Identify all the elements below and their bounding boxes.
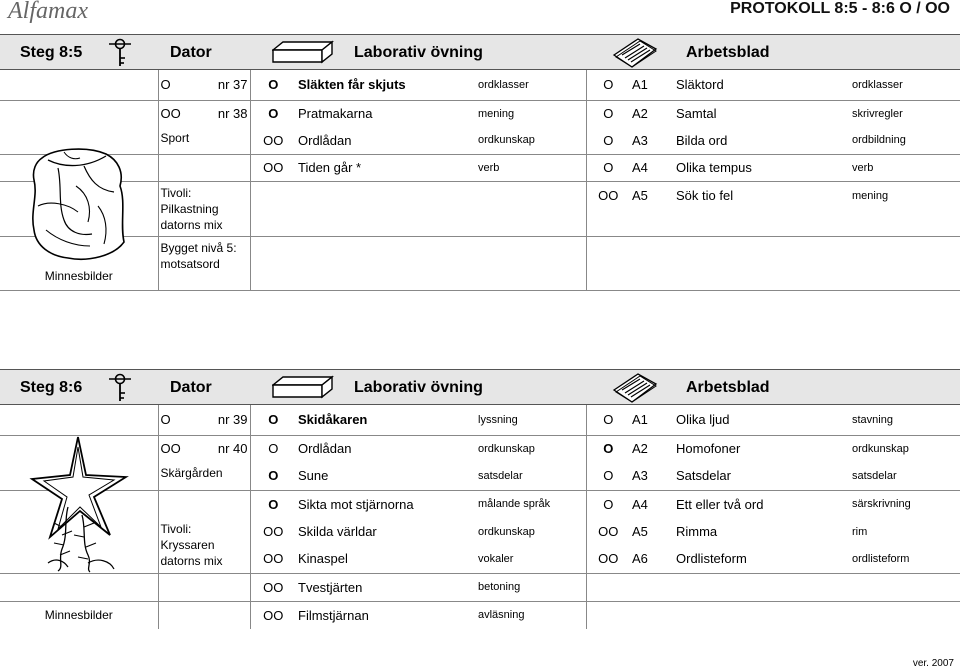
lab-mark[interactable]: O	[250, 490, 296, 518]
dator-mark[interactable]: O	[158, 405, 188, 435]
arb-name: Olika tempus	[676, 160, 752, 175]
arb-mark[interactable]: OO	[586, 545, 630, 573]
arb-name: Sök tio fel	[676, 187, 734, 203]
lab-exercise-name: Pratmakarna	[298, 106, 373, 122]
tivoli-pilkastning	[158, 181, 250, 236]
arb-mark[interactable]: O	[586, 435, 630, 462]
lab-mark[interactable]: OO	[250, 154, 296, 181]
lab-category: avläsning	[478, 609, 525, 622]
dator-number: nr 39	[217, 412, 248, 428]
dator-mark[interactable]: O	[158, 70, 188, 100]
dator-label: Dator	[170, 379, 212, 396]
brand-logo: Alfamax	[8, 0, 88, 24]
arb-mark[interactable]: O	[586, 462, 630, 490]
arb-category: stavning	[852, 413, 893, 426]
block-icon	[272, 40, 334, 64]
arb-category: ordklasser	[852, 78, 903, 91]
worksheet-icon	[612, 37, 658, 69]
arb-code: A4	[632, 160, 648, 175]
lab-category: satsdelar	[478, 469, 523, 482]
tivoli-mix: datorns mix	[160, 217, 223, 232]
lab-category: vokaler	[478, 552, 514, 565]
arb-category: ordbildning	[852, 134, 906, 147]
dator-number: nr 38	[217, 106, 248, 122]
sport-label: Sport	[158, 127, 250, 154]
lab-exercise-name: Släkten får skjuts	[298, 77, 406, 93]
arb-category: mening	[852, 189, 889, 202]
bygget-cell	[158, 236, 250, 290]
lab-exercise-name: Ordlådan	[298, 441, 352, 457]
section-steg-8-6	[0, 369, 960, 629]
arb-code: A6	[632, 551, 648, 567]
key-icon	[106, 38, 134, 68]
section-header-band	[0, 34, 960, 70]
arb-name: Ordlisteform	[676, 551, 747, 567]
arb-mark[interactable]: O	[586, 405, 630, 435]
arb-category: ordlisteform	[852, 552, 910, 565]
lab-exercise-name: Skidåkaren	[298, 412, 368, 428]
lab-category: betoning	[478, 581, 521, 593]
arb-category: verb	[852, 161, 874, 174]
arb-name: Bilda ord	[676, 132, 728, 148]
dator-mark[interactable]: OO	[158, 435, 188, 462]
section-8-6-table	[0, 405, 960, 629]
lab-mark[interactable]: O	[250, 100, 296, 127]
lab-exercise-name: Sikta mot stjärnorna	[298, 496, 414, 512]
version-label: ver. 2007	[912, 658, 954, 669]
tivoli-mix: datorns mix	[160, 554, 223, 568]
arb-category: skrivregler	[852, 107, 903, 120]
minnesbilder-label: Minnesbilder	[44, 268, 113, 283]
arb-code: A3	[632, 132, 648, 148]
clothes-bundle-illustration	[28, 146, 128, 264]
skargarden-label: Skärgården	[158, 462, 250, 490]
lab-mark[interactable]: O	[250, 70, 296, 100]
lab-exercise-name: Ordlådan	[298, 132, 352, 148]
lab-mark[interactable]: O	[250, 462, 296, 490]
section-header-band	[0, 369, 960, 405]
arb-name: Rimma	[676, 524, 718, 539]
arb-code: A1	[632, 77, 648, 93]
arb-category: rim	[852, 525, 868, 538]
lab-mark[interactable]: O	[250, 435, 296, 462]
laborativ-label: Laborativ övning	[354, 44, 483, 61]
arb-code: A5	[632, 187, 648, 203]
arb-code: A2	[632, 441, 648, 457]
lab-mark[interactable]: OO	[250, 545, 296, 573]
lab-exercise-name: Tvestjärten	[298, 579, 363, 595]
dator-number: nr 37	[217, 77, 248, 93]
tivoli-game: Pilkastning	[160, 201, 219, 216]
lab-exercise-name: Tiden går *	[298, 160, 362, 175]
arb-code: A3	[632, 468, 648, 484]
lab-exercise-name: Sune	[298, 468, 329, 484]
lab-exercise-name: Filmstjärnan	[298, 607, 369, 623]
arb-name: Homofoner	[676, 441, 741, 457]
arb-name: Släktord	[676, 77, 724, 93]
arbetsblad-label: Arbetsblad	[686, 379, 770, 396]
lab-category: lyssning	[478, 413, 518, 426]
lab-mark[interactable]: OO	[250, 601, 296, 629]
section-8-5-table	[0, 70, 960, 291]
section-steg-8-5	[0, 34, 960, 291]
arb-mark[interactable]: OO	[586, 181, 630, 236]
document-title: PROTOKOLL 8:5 - 8:6 O / OO	[730, 0, 950, 17]
lab-exercise-name: Kinaspel	[298, 551, 348, 567]
arb-code: A4	[632, 496, 648, 512]
bygget-label: Bygget nivå 5:	[160, 240, 237, 255]
starfish-seaweed-illustration	[28, 431, 132, 573]
dator-mark[interactable]: OO	[158, 100, 188, 127]
arb-category: ordkunskap	[852, 442, 909, 455]
tivoli-kryssaren	[158, 518, 250, 573]
arb-mark[interactable]: OO	[586, 518, 630, 545]
arb-mark[interactable]: O	[586, 490, 630, 518]
bygget-topic: motsatsord	[160, 256, 220, 271]
lab-category: mening	[478, 107, 515, 120]
lab-mark[interactable]: OO	[250, 518, 296, 545]
arb-mark[interactable]: O	[586, 127, 630, 154]
arb-code: A1	[632, 412, 648, 428]
lab-category: ordkunskap	[478, 442, 535, 455]
lab-category: ordklasser	[478, 78, 529, 91]
arb-mark[interactable]: O	[586, 154, 630, 181]
arbetsblad-label: Arbetsblad	[686, 44, 770, 61]
arb-category: särskrivning	[852, 498, 911, 511]
worksheet-icon	[612, 372, 658, 404]
minnesbilder-label: Minnesbilder	[44, 608, 113, 623]
step-label: Steg 8:6	[20, 379, 83, 396]
arb-mark[interactable]: O	[586, 70, 630, 100]
block-icon	[272, 375, 334, 399]
lab-exercise-name: Skilda världar	[298, 524, 377, 539]
tivoli-label: Tivoli:	[160, 522, 192, 536]
lab-mark[interactable]: OO	[250, 127, 296, 154]
lab-category: ordkunskap	[478, 134, 535, 147]
arb-name: Satsdelar	[676, 468, 731, 484]
lab-mark[interactable]: O	[250, 405, 296, 435]
dator-label: Dator	[170, 44, 212, 61]
arb-name: Samtal	[676, 106, 717, 122]
lab-category: verb	[478, 161, 500, 174]
dator-number: nr 40	[217, 441, 248, 457]
arb-mark[interactable]: O	[586, 100, 630, 127]
tivoli-game: Kryssaren	[160, 538, 215, 552]
lab-mark[interactable]: OO	[250, 573, 296, 601]
lab-category: ordkunskap	[478, 525, 535, 538]
key-icon	[106, 373, 134, 403]
arb-name: Olika ljud	[676, 412, 730, 428]
step-label: Steg 8:5	[20, 44, 83, 61]
arb-category: satsdelar	[852, 469, 897, 482]
arb-code: A2	[632, 106, 648, 122]
tivoli-label: Tivoli:	[160, 185, 192, 200]
arb-code: A5	[632, 524, 648, 539]
lab-category: målande språk	[478, 498, 551, 511]
arb-name: Ett eller två ord	[676, 496, 764, 512]
laborativ-label: Laborativ övning	[354, 379, 483, 396]
